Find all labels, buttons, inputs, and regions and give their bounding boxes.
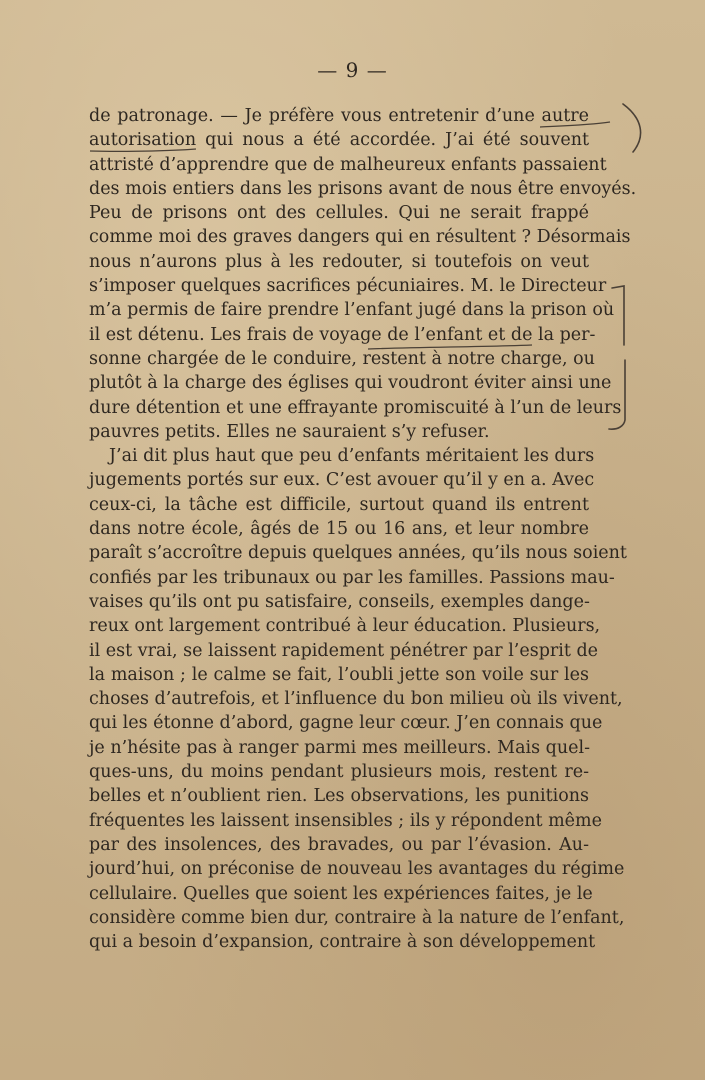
- text-line: jourd’hui, on préconise de nouveau les avantages du régime: [89, 859, 625, 880]
- body-text: [89, 104, 637, 954]
- text-line: vaises qu’ils ont pu satisfaire, conseils, exemples dange-: [89, 591, 590, 612]
- text-line: il est détenu. Les frais de voyage de l’enfant et de la per-: [89, 324, 596, 345]
- text-line: considère comme bien dur, contraire à la nature de l’enfant,: [89, 907, 625, 928]
- text-line: je n’hésite pas à ranger parmi mes meilleurs. Mais quel-: [89, 737, 590, 758]
- text-line: par des insolences, des bravades, ou par l’évasion. Au-: [89, 834, 589, 855]
- text-line: m’a permis de faire prendre l’enfant jugé dans la prison où: [89, 300, 615, 321]
- text-line: plutôt à la charge des églises qui voudront éviter ainsi une: [89, 373, 612, 394]
- text-line: de patronage. — Je préfère vous entretenir d’une autre: [89, 106, 589, 126]
- text-line: dure détention et une effrayante promiscuité à l’un de leurs: [89, 397, 622, 418]
- margin-parenthesis-mark: [623, 104, 641, 152]
- text-line: ques-uns, du moins pendant plusieurs mois, restent re-: [89, 762, 589, 783]
- text-line: sonne chargée de le conduire, restent à notre charge, ou: [89, 348, 595, 369]
- text-line: s’imposer quelques sacrifices pécuniaires. M. le Directeur: [89, 276, 607, 297]
- text-line: reux ont largement contribué à leur éducation. Plusieurs,: [89, 616, 601, 637]
- paragraph-2: [89, 444, 627, 954]
- text-line: choses d’autrefois, et l’influence du bon milieu où ils vivent,: [89, 689, 623, 710]
- text-line: dans notre école, âgés de 15 ou 16 ans, et leur nombre: [89, 519, 589, 540]
- text-line: qui les étonne d’abord, gagne leur cœur. J’en connais que: [89, 713, 603, 734]
- text-line: ceux-ci, la tâche est difficile, surtout quand ils entrent: [89, 494, 589, 515]
- text-line: comme moi des graves dangers qui en résultent ? Désormais: [89, 227, 631, 248]
- text-line: confiés par les tribunaux ou par les familles. Passions mau-: [89, 567, 615, 588]
- text-line: J’ai dit plus haut que peu d’enfants méritaient les durs: [109, 446, 595, 467]
- text-line: pauvres petits. Elles ne sauraient s’y refuser.: [89, 421, 490, 442]
- text-line: la maison ; le calme se fait, l’oubli jette son voile sur les: [89, 664, 589, 685]
- text-line: attristé d’apprendre que de malheureux enfants passaient: [89, 154, 607, 175]
- text-line: autorisation qui nous a été accordée. J’ai été souvent: [89, 130, 589, 151]
- text-line: des mois entiers dans les prisons avant de nous être envoyés.: [89, 178, 637, 199]
- paragraph-1: [89, 104, 637, 444]
- text-line: nous n’aurons plus à les redouter, si toutefois on veut: [89, 251, 589, 272]
- page-number: — 9 —: [317, 58, 388, 82]
- text-line: cellulaire. Quelles que soient les expériences faites, je le: [89, 883, 593, 904]
- text-line: il est vrai, se laissent rapidement pénétrer par l’esprit de: [89, 640, 599, 661]
- text-line: jugements portés sur eux. C’est avouer qu’il y en a. Avec: [89, 470, 595, 491]
- text-line: paraît s’accroître depuis quelques années, qu’ils nous soient: [89, 543, 627, 564]
- text-line: Peu de prisons ont des cellules. Qui ne serait frappé: [89, 203, 589, 224]
- text-line: qui a besoin d’expansion, contraire à son développement: [89, 932, 596, 953]
- text-line: fréquentes les laissent insensibles ; ils y répondent même: [89, 810, 602, 831]
- text-line: belles et n’oublient rien. Les observations, les punitions: [89, 786, 589, 807]
